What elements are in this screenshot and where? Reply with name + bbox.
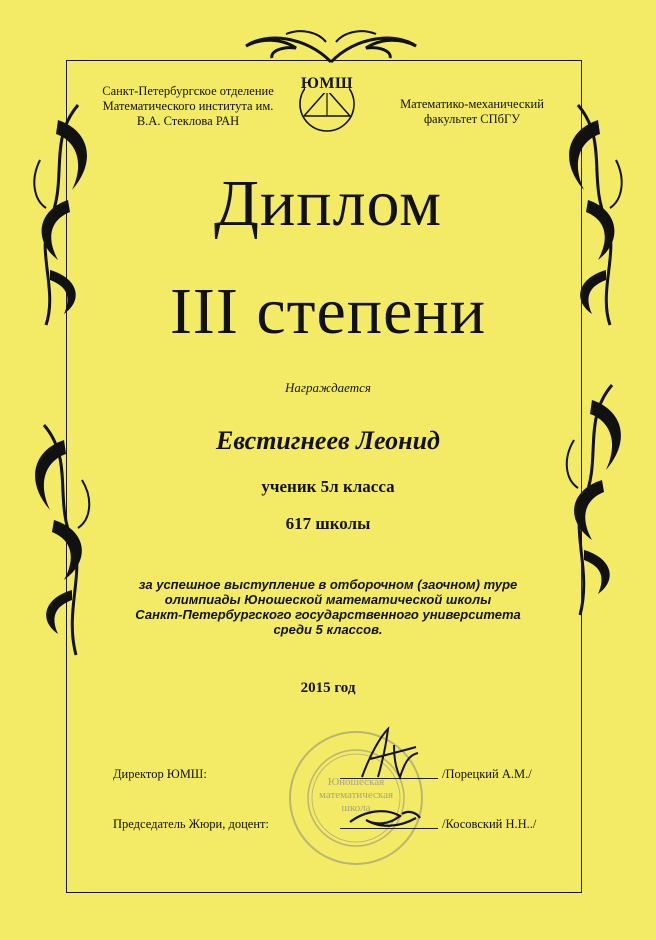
director-role: Директор ЮМШ: [113,767,207,781]
reason-line-3: Санкт-Петербургского государственного университета [135,607,521,622]
jury-chair-role: Председатель Жюри, доцент: [113,817,269,831]
logo-text: ЮМШ [300,75,354,92]
diploma-degree: III степени [169,275,487,348]
awarded-label: Награждается [285,380,371,395]
director-signature [356,725,426,785]
reason-line-2: олимпиады Юношеской математической школы [164,592,492,607]
top-ornament [226,26,436,68]
left-lower-ornament [24,420,100,660]
director-name: /Порецкий А.М./ [442,767,532,781]
jury-chair-name: /Косовский Н.Н../ [442,817,537,831]
reason-line-1: за успешное выступление в отборочном (заочном) туре [138,577,518,592]
institution-right-line-1: Математико-механический [400,97,544,111]
institution-left-line-2: Математического института им. [102,99,274,113]
recipient-class: ученик 5л класса [261,477,395,496]
award-reason [100,577,556,637]
right-lower-ornament [556,380,632,620]
institution-right [372,97,572,127]
diploma-title: Диплом [213,167,443,240]
stamp-text: Юношеская математическая школа [318,776,394,814]
award-year: 2015 год [300,680,356,696]
institution-left [78,84,298,129]
institution-left-line-3: В.А. Стеклова РАН [136,114,240,128]
recipient-school: 617 школы [285,514,371,533]
recipient-name: Евстигнеев Леонид [216,426,440,455]
reason-line-4: среди 5 классов. [273,622,383,637]
institution-right-line-2: факультет СПбГУ [423,112,521,126]
institution-left-line-1: Санкт-Петербургское отделение [102,84,274,98]
jury-chair-signature [346,804,426,834]
yumsh-logo [290,70,364,139]
